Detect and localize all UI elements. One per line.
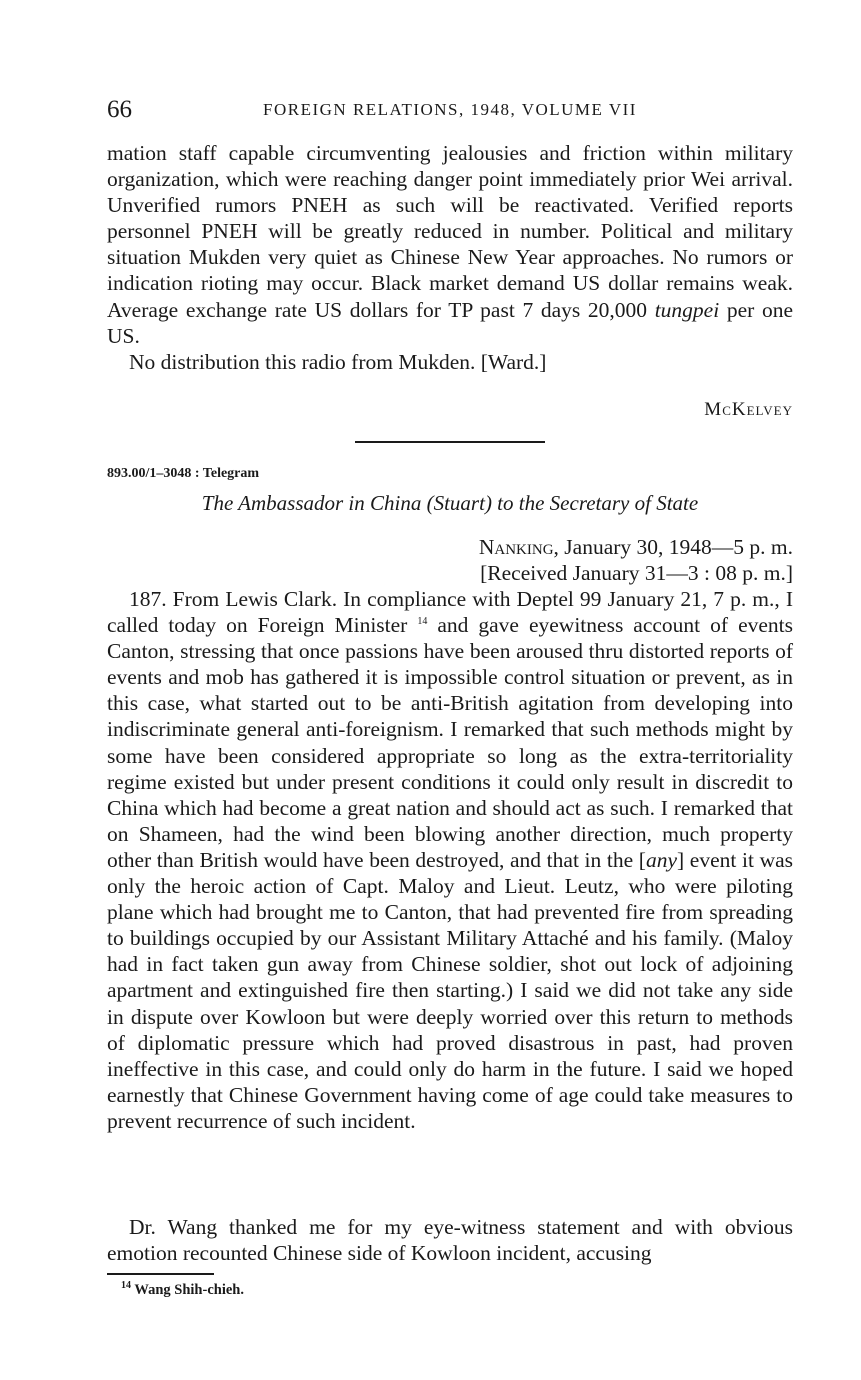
signature: McKelvey xyxy=(704,399,793,420)
continuation-tail: per one US. xyxy=(107,297,794,348)
dateline-received: [Received January 31—3 : 08 p. m.] xyxy=(480,561,793,585)
footnote-rule xyxy=(107,1273,214,1275)
continuation-paragraph xyxy=(107,140,793,349)
document-heading: The Ambassador in China (Stuart) to the Secretary of State xyxy=(201,491,699,515)
second-telegram-body xyxy=(107,586,793,1134)
first-telegram-body xyxy=(107,140,793,375)
dateline-sent xyxy=(479,534,793,560)
section-separator xyxy=(355,441,545,443)
italic-insertion: any xyxy=(645,847,678,872)
running-head xyxy=(107,96,793,126)
running-title: FOREIGN RELATIONS, 1948, VOLUME VII xyxy=(263,100,637,119)
para1-mid: and gave eyewitness account of events Canton, stressing that once passions have been aroused thru distorted reports of events and mob has gathered it is impossible control situation or prevent, as in this case, what started out to be anti-British agitation from developing into indiscriminate general anti-foreignism. I remarked that such methods might by some have been considered appropriate so long as the extra-territoriality regime existed but under present conditions it could only result in discredit to China which had become a great nation and should act as such. I remarked that on Shameen, had the wind been blowing another direction, much property other than British would have been destroyed, and that in the [ xyxy=(107,613,793,872)
closing-line: No distribution this radio from Mukden. [Ward.] xyxy=(129,349,547,374)
para1-start: 187. From Lewis Clark. In compliance with Deptel 99 January 21, 7 p. m., I called today on Foreign Minister xyxy=(107,587,793,638)
footnote xyxy=(121,1282,244,1299)
body-paragraph-1 xyxy=(107,586,793,1134)
para1-end: ] event it was only the heroic action of Capt. Maloy and Lieut. Leutz, who were piloting plane which had brought me to Canton, that had prevented fire from spreading to buildings occupied by our Assistant Military Attaché and his family. (Maloy had in fact taken gun away from Chinese soldier, shot out lock of adjoining apartment and extinguished fire then starting.) I said we did not take any side in dispute over Kowloon but were deeply worried over this return to methods of diplomatic pressure which had proved disastrous in past, had proven ineffective in this case, and could only do harm in the future. I said we hoped earnestly that Chinese Government having come of age could take measures to prevent recurrence of such incident. xyxy=(107,847,794,1133)
page-number: 66 xyxy=(107,96,132,123)
dateline-place: Nanking xyxy=(478,535,554,559)
dateline-date: , January 30, 1948—5 p. m. xyxy=(553,535,793,559)
footnote-text: Wang Shih-chieh. xyxy=(134,1282,244,1298)
italic-term: tungpei xyxy=(654,297,720,322)
second-telegram-body-continued xyxy=(107,1214,793,1266)
body-paragraph-2: Dr. Wang thanked me for my eye-witness statement and with obvious emotion recounted Chinese side of Kowloon incident, accusing xyxy=(107,1215,793,1266)
dateline xyxy=(479,534,793,586)
footnote-number: 14 xyxy=(121,1280,131,1292)
footnote-marker[interactable]: 14 xyxy=(417,615,428,627)
continuation-text: mation staff capable circumventing jealousies and friction within military organization, which were reaching danger point immediately prior Wei arrival. Unverified rumors PNEH as such will be reactivated. Verified reports personnel PNEH will be greatly reduced in number. Political and military situation Mukden very quiet as Chinese New Year approaches. No rumors or indication rioting may occur. Black market demand US dollar remains weak. Average exchange rate US dollars for TP past 7 days 20,000 xyxy=(107,141,793,322)
file-reference: 893.00/1–3048 : Telegram xyxy=(107,466,260,481)
